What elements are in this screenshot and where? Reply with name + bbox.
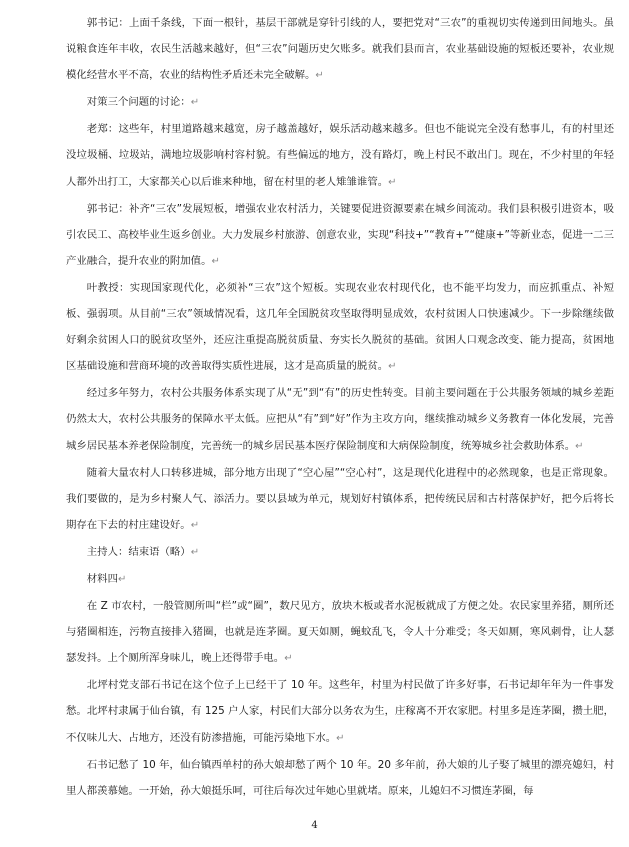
section-heading: 材料四↵ [86,572,127,585]
document-body [66,10,614,804]
paragraph-mark-icon: ↵ [117,573,127,585]
paragraph-mark-icon: ↵ [336,732,345,744]
paragraph: 郭书记：补齐“三农”发展短板，增强农业农村活力，关键要促进资源要素在城乡间流动。我们县积极引进资本，吸引农民工、高校毕业生返乡创业。大力发展乡村旅游、创意农业，实现“科技+”“教育+”“健康+”等新业态，促进一二三产业融合，提升农业的附加值。↵ [66,202,614,267]
paragraph: 经过多年努力，农村公共服务体系实现了从“无”到“有”的历史性转变。目前主要问题在于公共服务领域的城乡差距仍然太大，农村公共服务的保障水平太低。应把从“有”到“好”作为主攻方向，继续推动城乡义务教育一体化发展，完善城乡居民基本养老保险制度，完善统一的城乡居民基本医疗保险制度和大病保险制度，统筹城乡社会救助体系。↵ [66,387,614,452]
paragraph-mark-icon: ↵ [388,361,397,373]
paragraph-mark-icon: ↵ [315,70,324,82]
paragraph: 郭书记：上面千条线，下面一根针，基层干部就是穿针引线的人，要把党对“三农”的重视切实传递到田间地头。虽说粮食连年丰收，农民生活越来越好，但“三农”问题历史欠账多。就我们县而言，农业基础设施的短板还要补，农业规模化经营水平不高，农业的结构性矛盾还未完全破解。↵ [66,17,614,82]
paragraph-mark-icon: ↵ [388,176,397,188]
paragraph: 随着大量农村人口转移进城，部分地方出现了“空心屋”“空心村”，这是现代化进程中的必然现象，也是正常现象。我们要做的，是为乡村聚人气、添活力。要以县域为单元，规划好村镇体系，把传统民居和古村落保护好，把今后将长期存在下去的村庄建设好。↵ [66,466,614,531]
paragraph-mark-icon: ↵ [284,653,293,665]
paragraph-mark-icon: ↵ [211,255,220,267]
paragraph: 主持人：结束语（略）↵ [86,545,200,558]
paragraph: 北坪村党支部石书记在这个位子上已经干了 10 年。这些年，村里为村民做了许多好事，石书记却年年为一件事发愁。北坪村隶属于仙台镇，有 125 户人家，村民们大部分以务农为生，庄稼离不开农家肥。村里多是连茅圈，攒土肥，不仅味儿大、占地方，还没有防渗措施，可能污染地下水。↵ [66,679,614,744]
paragraph: 对策三个问题的讨论：↵ [86,96,200,109]
paragraph: 叶教授：实现国家现代化，必须补“三农”这个短板。实现农业农村现代化，也不能平均发力，而应抓重点、补短板、强弱项。从目前“三农”领域情况看，这几年全国脱贫攻坚取得明显成效，农村贫困人口快速减少。下一步除继续做好剩余贫困人口的脱贫攻坚外，还应注重提高脱贫质量、夯实长久脱贫的基础。贫困人口观念改变、能力提高，贫困地区基础设施和营商环境的改善取得实质性进展，这才是高质量的脱贫。↵ [66,281,614,373]
paragraph-mark-icon: ↵ [575,440,584,452]
paragraph: 在 Z 市农村，一般管厕所叫“栏”或“圈”，数尺见方，放块木板或者水泥板就成了方便之处。农民家里养猪，厕所还与猪圈相连，污物直接排入猪圈，也就是连茅圈。夏天如厕，蝇蚊乱飞，令人十分难受；冬天如厕，寒风刺骨，让人瑟瑟发抖。上个厕所浑身味儿，晚上还得带手电。↵ [66,600,614,665]
paragraph-mark-icon: ↵ [190,97,200,109]
paragraph: 老郑：这些年，村里道路越来越宽，房子越盖越好，娱乐活动越来越多。但也不能说完全没有愁事儿，有的村里还没垃圾桶、垃圾站，满地垃圾影响村容村貌。有些偏远的地方，没有路灯，晚上村民不敢出门。现在，不少村里的年轻人都外出打工，大家都关心以后谁来种地，留在村里的老人雉雏谁管。↵ [66,123,614,188]
page-number: 4 [311,820,318,831]
paragraph-mark-icon: ↵ [190,546,200,558]
paragraph-mark-icon: ↵ [190,519,200,531]
paragraph: 石书记愁了 10 年，仙台镇西单村的孙大娘却愁了两个 10 年。20 多年前，孙大娘的儿子娶了城里的漂亮媳妇，村里人都羡慕她。一开始，孙大娘挺乐呵，可往后每次过年她心里就堵。原来，儿媳妇不习惯连茅圈，每 [66,758,614,797]
